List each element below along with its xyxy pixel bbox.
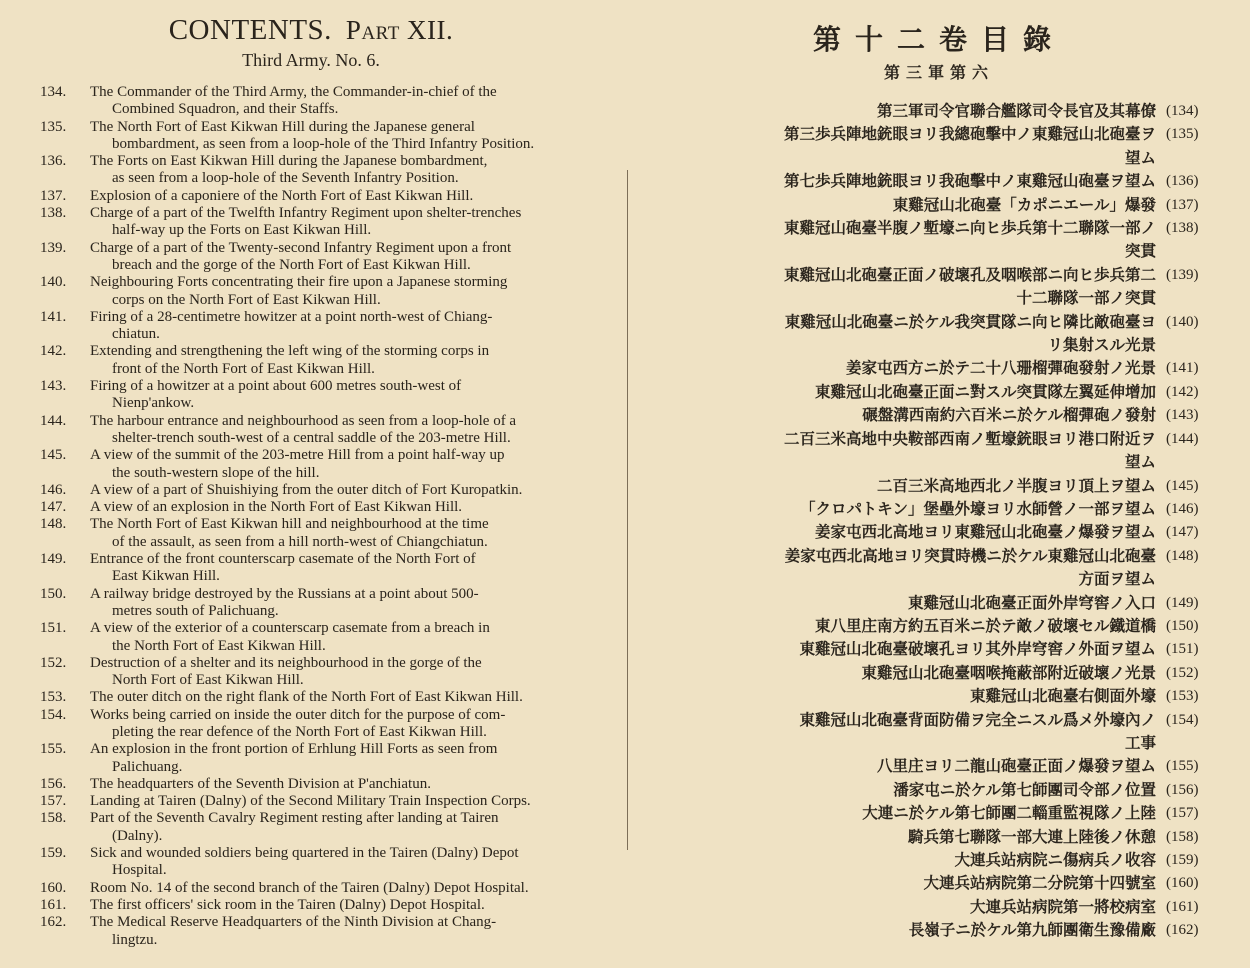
entry-number: 143. (40, 378, 67, 395)
entry-line: Destruction of a shelter and its neighbourhood in the gorge of the (90, 654, 482, 671)
entry-line: corps on the North Fort of East Kikwan Hill. (112, 291, 381, 308)
entry-line: 東八里庄南方約五百米ニ於テ敵ノ破壞セル鐵道橋 (814, 616, 1156, 635)
entry-number: 152. (40, 654, 67, 671)
contents-entry (40, 482, 600, 499)
entry-line: Entrance of the front counterscarp casemate of the North Fort of (90, 551, 476, 568)
entry-line: Charge of a part of the Twelfth Infantry Regiment upon shelter-trenches (90, 205, 522, 222)
entry-number: (140) (1166, 313, 1199, 330)
entry-number: 142. (40, 343, 67, 360)
contents-entry (40, 378, 600, 413)
japanese-entry (658, 826, 1228, 849)
entry-line: Explosion of a caponiere of the North Fort of East Kikwan Hill. (90, 187, 474, 204)
entry-line: 碾盤溝西南約六百米ニ於ケル榴彈砲ノ發射 (862, 406, 1156, 425)
japanese-entry (658, 357, 1228, 380)
entry-number: 151. (40, 620, 67, 637)
entry-line: Landing at Tairen (Dalny) of the Second Military Train Inspection Corps. (90, 793, 531, 810)
english-contents-page (0, 0, 622, 968)
contents-heading: CONTENTS. (168, 14, 332, 46)
entry-line: Combined Squadron, and their Staffs. (112, 101, 339, 118)
english-title (0, 14, 622, 47)
entry-text (90, 914, 600, 949)
entry-line: lingtzu. (112, 931, 158, 948)
entry-line: 工事 (1124, 733, 1156, 752)
japanese-entry (658, 802, 1228, 825)
contents-entry (40, 153, 600, 188)
entry-number: (141) (1166, 360, 1199, 377)
entry-text (90, 378, 600, 413)
entry-text (90, 343, 600, 378)
entry-line: 二百三米高地中央鞍部西南ノ塹壕銃眼ヨリ港口附近ヲ (783, 429, 1156, 448)
entry-line: The Forts on East Kikwan Hill during the Japanese bombardment, (90, 153, 488, 170)
entry-line: East Kikwan Hill. (112, 568, 220, 585)
entry-text (90, 309, 600, 344)
japanese-entry-list (658, 100, 1228, 943)
entry-line: bombardment, as seen from a loop-hole of the Third Infantry Position. (112, 135, 535, 152)
entry-number: 145. (40, 447, 67, 464)
entry-number: (148) (1166, 547, 1199, 564)
entry-number: (144) (1166, 430, 1199, 447)
entry-line: North Fort of East Kikwan Hill. (112, 672, 304, 689)
entry-number: 156. (40, 775, 67, 792)
japanese-entry (658, 194, 1228, 217)
entry-number: (151) (1166, 641, 1199, 658)
entry-line: Firing of a howitzer at a point about 600 metres south-west of (90, 378, 462, 395)
entry-line: 姜家屯西方ニ於テ二十八珊榴彈砲發射ノ光景 (845, 359, 1156, 378)
contents-entry (40, 741, 600, 776)
entry-line: 姜家屯西北高地ヨリ東雞冠山北砲臺ノ爆發ヲ望ム (814, 523, 1156, 542)
contents-entry (40, 620, 600, 655)
japanese-entry (658, 521, 1228, 544)
entry-line: 大連ニ於ケル第七師團二輜重監視隊ノ上陸 (862, 804, 1156, 823)
entry-text (90, 516, 600, 551)
entry-line: (Dalny). (112, 827, 163, 844)
japanese-entry (658, 592, 1228, 615)
entry-line: 方面ヲ望ム (1078, 570, 1156, 589)
entry-line: the North Fort of East Kikwan Hill. (112, 637, 326, 654)
entry-number: (139) (1166, 266, 1199, 283)
entry-line: The North Fort of East Kikwan Hill during the Japanese general (90, 118, 475, 135)
entry-line: The Medical Reserve Headquarters of the Ninth Division at Chang- (90, 914, 497, 931)
japanese-entry (658, 404, 1228, 427)
entry-text (90, 845, 600, 880)
entry-text (90, 119, 600, 154)
japanese-entry (658, 100, 1228, 123)
japanese-entry (658, 381, 1228, 404)
entry-number: (142) (1166, 383, 1199, 400)
japanese-entry (658, 872, 1228, 895)
entry-number: 149. (40, 551, 67, 568)
entry-line: 大連兵站病院ニ傷病兵ノ收容 (954, 851, 1156, 869)
contents-entry (40, 689, 600, 706)
entry-text (90, 499, 600, 516)
entry-number: (156) (1166, 781, 1199, 798)
japanese-entry (658, 545, 1228, 592)
entry-line: breach and the gorge of the North Fort of East Kikwan Hill. (112, 256, 471, 273)
entry-number: (146) (1166, 500, 1199, 517)
entry-number: (149) (1166, 594, 1199, 611)
contents-entry (40, 516, 600, 551)
japanese-entry (658, 919, 1228, 942)
entry-line: Firing of a 28-centimetre howitzer at a point north-west of Chiang- (90, 308, 493, 325)
entry-text (90, 741, 600, 776)
entry-number: (158) (1166, 828, 1199, 845)
entry-number: (143) (1166, 407, 1199, 424)
entry-number: 137. (40, 187, 67, 204)
entry-number: (136) (1166, 173, 1199, 190)
entry-line: shelter-trench south-west of a central saddle of the 203-metre Hill. (112, 429, 511, 446)
entry-number: 148. (40, 516, 67, 533)
entry-number: (152) (1166, 664, 1199, 681)
entry-number: 153. (40, 689, 67, 706)
entry-line: 東雞冠山北砲臺正面ニ對スル突貫隊左翼延伸增加 (814, 382, 1156, 401)
entry-line: of the assault, as seen from a hill north-west of Chiangchiatun. (112, 533, 488, 550)
entry-line: half-way up the Forts on East Kikwan Hill. (112, 222, 372, 239)
japanese-entry (658, 428, 1228, 475)
japanese-entry (658, 217, 1228, 264)
contents-entry (40, 845, 600, 880)
english-entry-list (40, 84, 600, 949)
contents-entry (40, 84, 600, 119)
entry-number: (135) (1166, 126, 1199, 143)
entry-line: Works being carried on inside the outer ditch for the purpose of com- (90, 706, 506, 723)
entry-text (90, 655, 600, 690)
entry-line: 八里庄ヨリ二龍山砲臺正面ノ爆發ヲ望ム (876, 757, 1156, 776)
entry-text (90, 274, 600, 309)
entry-line: 長嶺子ニ於ケル第九師團衛生豫備廠 (908, 921, 1156, 940)
entry-number: 162. (40, 914, 67, 931)
entry-text (90, 793, 600, 810)
entry-line: The headquarters of the Seventh Division at P'anchiatun. (90, 775, 431, 792)
entry-line: metres south of Palichuang. (112, 602, 279, 619)
japanese-entry (658, 896, 1228, 919)
entry-text (90, 482, 600, 499)
japanese-entry (658, 498, 1228, 521)
japanese-entry (658, 685, 1228, 708)
entry-line: Hospital. (112, 862, 167, 879)
japanese-entry (658, 264, 1228, 311)
japanese-entry (658, 755, 1228, 778)
entry-line: 大連兵站病院第一將校病室 (969, 897, 1156, 916)
japanese-entry (658, 615, 1228, 638)
entry-number: (147) (1166, 524, 1199, 541)
entry-line: 潘家屯ニ於ケル第七師團司令部ノ位置 (893, 780, 1156, 799)
entry-text (90, 776, 600, 793)
entry-text (90, 689, 600, 706)
entry-line: Palichuang. (112, 758, 183, 775)
entry-text (90, 240, 600, 275)
entry-line: 東雞冠山北砲臺破壞孔ヨリ其外岸穹窖ノ外面ヲ望ム (799, 640, 1156, 659)
entry-number: (145) (1166, 477, 1199, 494)
contents-entry (40, 810, 600, 845)
entry-number: (160) (1166, 875, 1199, 892)
entry-line: 東雞冠山北砲臺正面ノ破壞孔及咽喉部ニ向ヒ歩兵第二 (783, 265, 1156, 284)
entry-text (90, 880, 600, 897)
contents-entry (40, 343, 600, 378)
entry-text (90, 205, 600, 240)
entry-text (90, 897, 600, 914)
entry-number: 144. (40, 412, 67, 429)
japanese-entry (658, 638, 1228, 661)
contents-entry (40, 188, 600, 205)
entry-number: (155) (1166, 758, 1199, 775)
entry-text (90, 84, 600, 119)
entry-line: Neighbouring Forts concentrating their fire upon a Japanese storming (90, 274, 508, 291)
contents-entry (40, 413, 600, 448)
entry-number: 141. (40, 308, 67, 325)
entry-number: (157) (1166, 805, 1199, 822)
entry-number: 139. (40, 239, 67, 256)
entry-line: A railway bridge destroyed by the Russians at a point about 500- (90, 585, 479, 602)
japanese-entry (658, 475, 1228, 498)
entry-text (90, 188, 600, 205)
entry-line: A view of the summit of the 203-metre Hill from a point half-way up (90, 447, 505, 464)
entry-line: 騎兵第七聯隊一部大連上陸後ノ休憩 (907, 827, 1156, 846)
entry-text (90, 413, 600, 448)
contents-entry (40, 119, 600, 154)
contents-entry (40, 914, 600, 949)
entry-line: front of the North Fort of East Kikwan Hill. (112, 360, 375, 377)
entry-number: 161. (40, 896, 67, 913)
entry-line: pleting the rear defence of the North Fort of East Kikwan Hill. (112, 723, 487, 740)
entry-number: 138. (40, 205, 67, 222)
entry-text (90, 551, 600, 586)
entry-line: 「クロパトキン」堡壘外壕ヨリ水師營ノ一部ヲ望ム (799, 499, 1156, 518)
japanese-contents-page (628, 0, 1250, 968)
entry-number: 159. (40, 845, 67, 862)
entry-line: 東雞冠山北砲臺ニ於ケル我突貫隊ニ向ヒ隣比敵砲臺ヨ (784, 312, 1156, 331)
entry-text (90, 707, 600, 742)
entry-line: 十二聯隊一部ノ突貫 (1016, 289, 1156, 308)
entry-number: (137) (1166, 196, 1199, 213)
entry-line: リ集射スル光景 (1047, 336, 1156, 355)
contents-entry (40, 793, 600, 810)
japanese-entry (658, 849, 1228, 872)
entry-number: 134. (40, 84, 67, 100)
entry-line: 東雞冠山北砲臺咽喉掩蔽部附近破壞ノ光景 (861, 663, 1156, 682)
entry-line: Room No. 14 of the second branch of the Tairen (Dalny) Depot Hospital. (90, 879, 529, 896)
entry-line: Extending and strengthening the left wing of the storming corps in (90, 343, 490, 360)
entry-number: (162) (1166, 922, 1199, 939)
entry-number: (138) (1166, 220, 1199, 237)
entry-number: 140. (40, 274, 67, 291)
contents-entry (40, 205, 600, 240)
japanese-entry (658, 170, 1228, 193)
contents-entry (40, 274, 600, 309)
contents-entry (40, 880, 600, 897)
entry-line: 東雞冠山砲臺半腹ノ塹壕ニ向ヒ歩兵第十二聯隊一部ノ (783, 219, 1156, 238)
entry-number: 155. (40, 741, 67, 758)
entry-line: The first officers' sick room in the Tairen (Dalny) Depot Hospital. (90, 896, 485, 913)
entry-number: (150) (1166, 617, 1199, 634)
japanese-entry (658, 662, 1228, 685)
entry-number: (159) (1166, 852, 1199, 868)
contents-entry (40, 586, 600, 621)
entry-line: 突貫 (1124, 242, 1156, 261)
entry-line: 二百三米高地西北ノ半腹ヨリ頂上ヲ望ム (876, 476, 1156, 495)
entry-text (90, 153, 600, 188)
japanese-title: 第十二卷目錄 (812, 23, 1065, 56)
entry-number: (134) (1166, 103, 1199, 119)
entry-number: 160. (40, 879, 67, 896)
entry-number: 136. (40, 153, 67, 170)
contents-entry (40, 707, 600, 742)
entry-line: the south-western slope of the hill. (112, 464, 320, 481)
entry-text (90, 620, 600, 655)
entry-number: (161) (1166, 898, 1199, 915)
entry-number: 150. (40, 585, 67, 602)
japanese-entry (658, 311, 1228, 358)
entry-line: 第七歩兵陣地銃眼ヨリ我砲擊中ノ東雞冠山砲臺ヲ望ム (783, 172, 1156, 191)
contents-entry (40, 655, 600, 690)
entry-line: Sick and wounded soldiers being quartered in the Tairen (Dalny) Depot (90, 845, 519, 862)
contents-entry (40, 499, 600, 516)
contents-entry (40, 776, 600, 793)
entry-line: A view of the exterior of a counterscarp casemate from a breach in (90, 620, 490, 637)
entry-line: The outer ditch on the right flank of the North Fort of East Kikwan Hill. (90, 689, 523, 706)
entry-line: chiatun. (112, 326, 160, 343)
entry-line: Nienp'ankow. (112, 395, 195, 412)
contents-entry (40, 240, 600, 275)
entry-line: 姜家屯西北高地ヨリ突貫時機ニ於ケル東雞冠山北砲臺 (784, 546, 1156, 565)
entry-line: Part of the Seventh Cavalry Regiment resting after landing at Tairen (90, 810, 499, 827)
japanese-entry (658, 123, 1228, 170)
japanese-subtitle: 第三軍第六 (883, 63, 994, 82)
contents-entry (40, 551, 600, 586)
entry-line: 東雞冠山北砲臺右側面外壕 (969, 687, 1156, 706)
entry-line: A view of a part of Shuishiying from the outer ditch of Fort Kuropatkin. (90, 481, 523, 498)
contents-entry (40, 309, 600, 344)
entry-line: The Commander of the Third Army, the Commander-in-chief of the (90, 84, 497, 100)
entry-line: The North Fort of East Kikwan hill and neighbourhood at the time (90, 516, 489, 533)
entry-number: 135. (40, 118, 67, 135)
entry-line: 東雞冠山北砲臺背面防備ヲ完全ニスル爲メ外壕內ノ (799, 710, 1156, 729)
contents-entry (40, 447, 600, 482)
contents-entry (40, 897, 600, 914)
entry-line: 望ム (1124, 453, 1156, 472)
entry-text (90, 586, 600, 621)
entry-number: (153) (1166, 688, 1199, 705)
entry-line: A view of an explosion in the North Fort of East Kikwan Hill. (90, 499, 463, 516)
part-heading: Part XII. (345, 15, 454, 45)
entry-line: 東雞冠山北砲臺正面外岸穹窖ノ入口 (907, 593, 1156, 612)
english-subtitle: Third Army. No. 6. (242, 50, 380, 70)
entry-number: 158. (40, 810, 67, 827)
entry-line: Charge of a part of the Twenty-second Infantry Regiment upon a front (90, 239, 512, 256)
entry-line: The harbour entrance and neighbourhood as seen from a loop-hole of a (90, 412, 517, 429)
entry-text (90, 447, 600, 482)
entry-number: 154. (40, 706, 67, 723)
entry-number: 157. (40, 793, 67, 810)
entry-line: 望ム (1124, 148, 1156, 167)
entry-line: 第三軍司令官聯合艦隊司令長官及其幕僚 (876, 102, 1156, 120)
japanese-entry (658, 709, 1228, 756)
entry-line: 大連兵站病院第二分院第十四號室 (923, 874, 1156, 893)
entry-number: 147. (40, 499, 67, 516)
entry-line: An explosion in the front portion of Erhlung Hill Forts as seen from (90, 741, 498, 758)
entry-line: as seen from a loop-hole of the Seventh Infantry Position. (112, 170, 459, 187)
entry-number: (154) (1166, 711, 1199, 728)
entry-text (90, 810, 600, 845)
japanese-entry (658, 779, 1228, 802)
entry-line: 東雞冠山北砲臺「カポニエール」爆發 (892, 195, 1156, 214)
entry-number: 146. (40, 481, 67, 498)
entry-line: 第三歩兵陣地銃眼ヨリ我總砲擊中ノ東雞冠山北砲臺ヲ (783, 125, 1156, 144)
